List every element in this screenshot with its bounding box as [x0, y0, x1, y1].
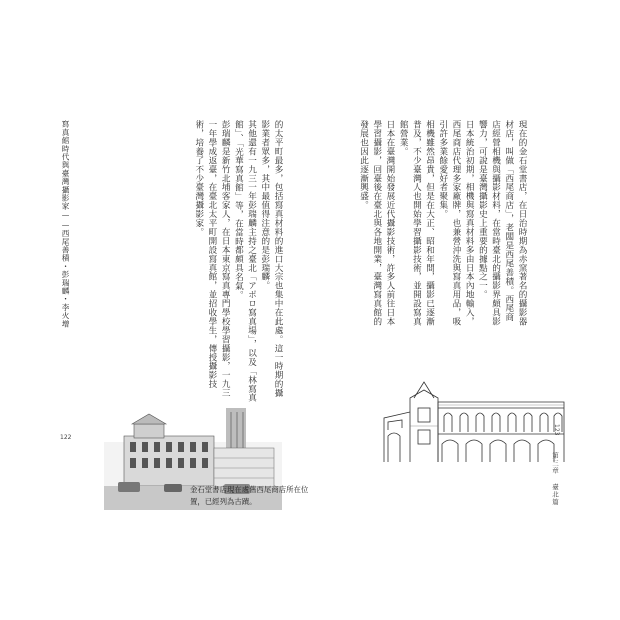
page-number-left: 122 [60, 434, 72, 441]
paragraph: 相機雖然昂貴，但是在大正、昭和年間，攝影已逐漸普及，不少臺灣人也開始學習攝影技術，並開設寫真館營業。 [398, 120, 435, 326]
page-number-right: 123 [553, 424, 560, 436]
paragraph: 日本統治初期，相機與寫真材料多由日本內地輸入，西尾商店代理多家廠牌，也兼營沖洗與寫真用品，吸引許多業餘愛好者聚集。 [437, 120, 475, 326]
paragraph: 彭瑞麟是新竹北埔客家人，在日本東京寫真專門學校學習攝影，一九三一年學成返臺，在臺北太平町開設寫真館，並招收學生，傳授攝影技術，培養了不少臺灣攝影家。 [193, 120, 231, 398]
left-page-text [74, 120, 284, 405]
paragraph: 其他還有一九三一年彭瑞麟主持之臺北「アポロ寫真場」，以及「林寫真館」、「光華寫真館」等，在當時都頗具名氣。 [233, 120, 257, 403]
paragraph: 日本在臺灣開始發展近代攝影技術，許多人前往日本學習攝影，回臺後在臺北與各地開業，臺灣寫真館的發展也因此逐漸興盛。 [358, 120, 395, 326]
paragraph: 的太平町最多，包括寫真材料的進口大宗也集中在此處。這一時期的攝影業者眾多，其中最值得注意的是彭瑞麟。 [259, 120, 283, 398]
right-page-text [276, 120, 528, 327]
photo-caption: 金石堂書店現在處舊西尾商店所在位置，已經列為古蹟。 [190, 485, 309, 506]
chapter-marker: 第三章 臺北篇 [551, 452, 559, 506]
building-illustration [380, 378, 568, 462]
running-title: 寫真館時代與臺灣攝影家——西尾善積・彭瑞麟・李火增 [61, 120, 70, 328]
paragraph: 現在的金石堂書店，在日治時期為赤窯著名的攝影器材店，叫做「西尾商店」，老闆是西尾善積。西尾商店經營相機與攝影材料，在當時臺北的攝影界頗具影響力，可說是臺灣攝影史上重要的據點之一。 [477, 120, 527, 326]
